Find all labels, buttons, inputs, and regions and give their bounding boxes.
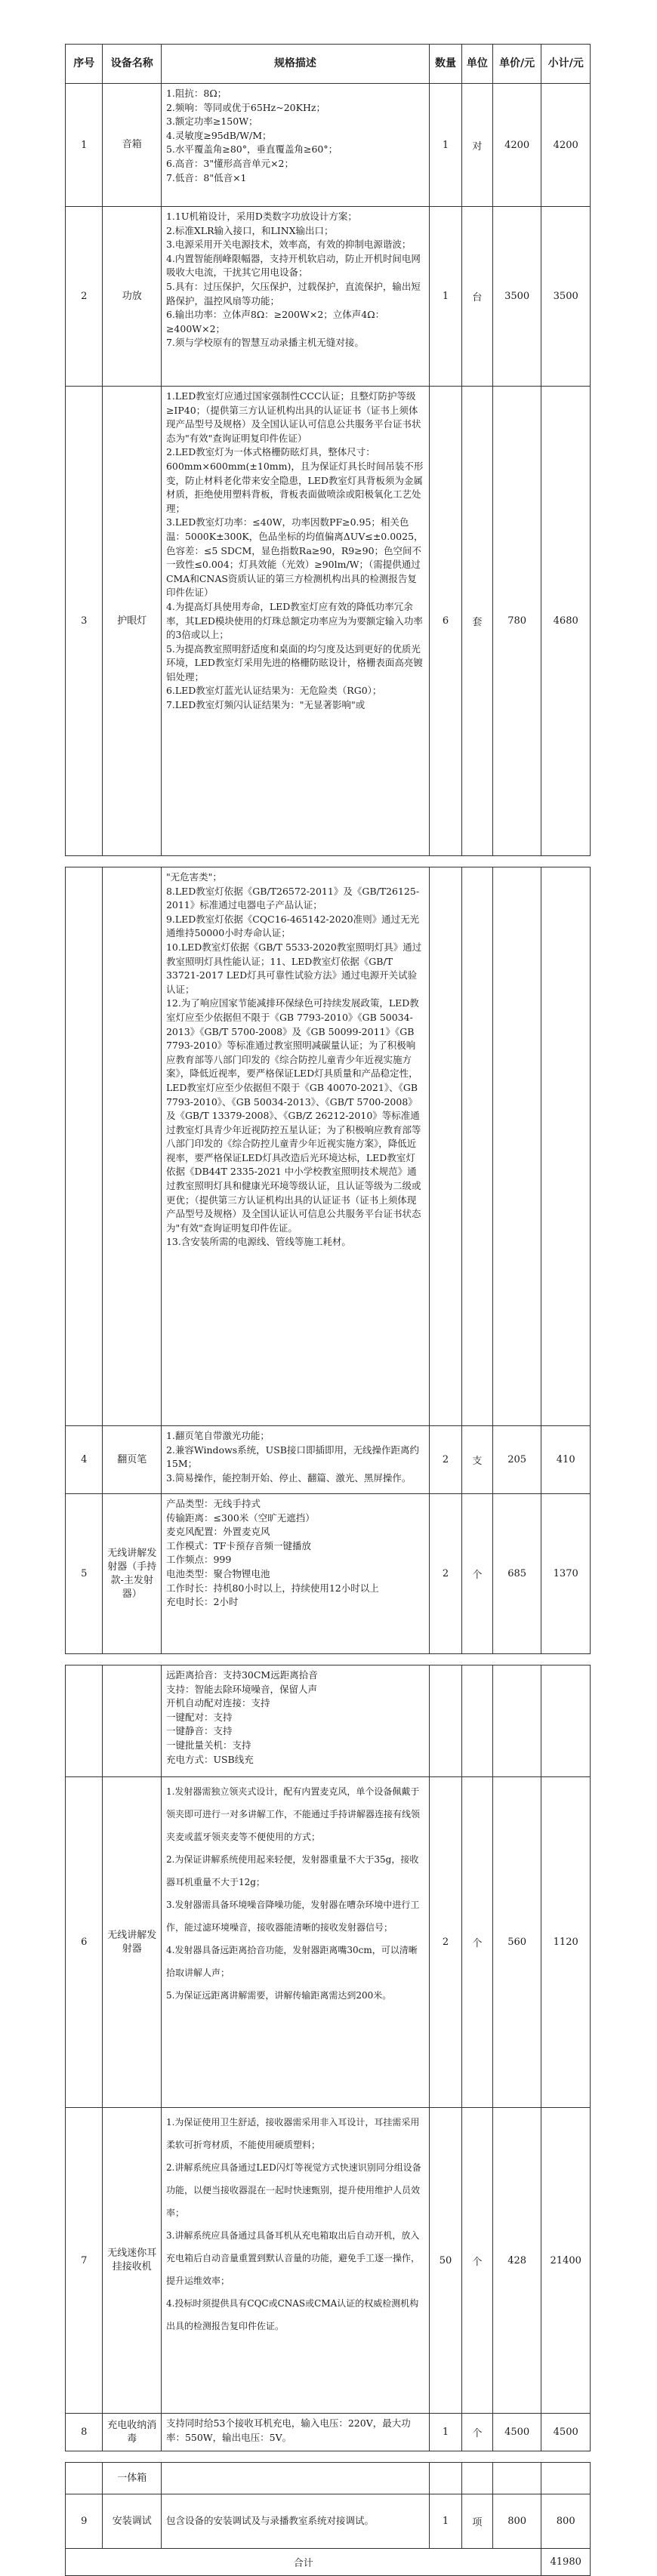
table-row-continuation: [66, 867, 591, 1426]
row-price: 428: [492, 2108, 541, 2414]
spec-line: 包含设备的安装调试及与录播教室系统对接调试。: [165, 2515, 374, 2527]
spec-line: 6.输出功率：立体声8Ω：≥200W×2；立体声4Ω：≥400W×2；: [165, 309, 385, 334]
spec-line: 3.LED教室灯功率：≤40W，功率因数PF≥0.95；相关色温：5000K±300K，色品坐标的均值偏离ΔUV≤±0.0025，色容差：≤5 SDCM，显色指数Ra≥90，R9≥90；色空间不一致性≤0.004；灯具效能（光效）≥90lm/W；（需提供通过CMA和CNAS资质认证的第三方检测机构出具的检测报告复印件佐证）: [165, 516, 424, 599]
spec-line: 2.讲解系统应具备通过LED闪灯等视觉方式快速识别同分组设备功能，以便当接收器混在一起时快速甄别，提升使用维护人员效率；: [165, 2162, 421, 2218]
spec-line: 4.灵敏度≥95dB/W/M；: [165, 129, 272, 141]
header-unit: 单位: [461, 45, 492, 84]
spec-line: 开机自动配对连接：支持: [165, 1697, 270, 1709]
spec-line: 充电时长：2小时: [165, 1596, 239, 1608]
equipment-table-part-3: [65, 1665, 591, 2451]
row-qty: 2: [429, 1494, 461, 1654]
row-subtotal: 1120: [541, 1777, 591, 2108]
table-row: [66, 84, 591, 207]
header-spec: 规格描述: [161, 45, 429, 84]
row-subtotal: 4680: [541, 387, 591, 856]
spec-line: 3.简易操作，能控制开始、停止、翻篇、激光、黑屏操作。: [165, 1471, 412, 1484]
header-price: 单价/元: [492, 45, 541, 84]
spec-line: 4.为提高灯具使用寿命，LED教室灯应有效的降低功率冗余率，其LED模块使用的灯珠总额定功率应为为要额定输入功率的3倍或以上；: [165, 600, 423, 641]
spec-line: 5.为保证远距离讲解需要，讲解传输距离需达到200米。: [165, 1990, 392, 2001]
spec-line: 工作时长：持机80小时以上，持续使用12小时以上: [165, 1582, 379, 1594]
spec-line: "无危害类"；: [165, 871, 222, 883]
row-unit: 个: [461, 1494, 492, 1654]
row-name: 安装调试: [103, 2494, 161, 2549]
spec-line: 充电方式：USB线充: [165, 1753, 254, 1765]
spec-line: 工作频点：999: [165, 1554, 232, 1566]
table-row: [66, 207, 591, 387]
spec-line: 1.为保证使用卫生舒适，接收器需采用非入耳设计，耳挂需采用柔软可折弯材质，不能使用硬质塑料；: [165, 2117, 420, 2150]
spec-line: 一键静音：支持: [165, 1725, 233, 1737]
total-label: 合计: [66, 2549, 541, 2576]
spec-line: 7.须与学校原有的智慧互动录播主机无缝对接。: [165, 337, 364, 349]
row-no: 8: [66, 2414, 103, 2451]
row-price: 4500: [492, 2414, 541, 2451]
row-unit: 个: [461, 2108, 492, 2414]
spec-line: 1.1U机箱设计，采用D类数字功放设计方案；: [165, 211, 357, 222]
row-subtotal: 3500: [541, 207, 591, 387]
table-row: [66, 387, 591, 856]
spec-line: 一键批量关机：支持: [165, 1739, 251, 1751]
row-name: 无线迷你耳挂接收机: [103, 2108, 161, 2414]
row-spec: [161, 1494, 429, 1654]
spec-line: 远距离拾音：支持30CM远距离拾音: [165, 1669, 318, 1681]
row-spec: [161, 207, 429, 387]
equipment-table-part-4: [65, 2462, 591, 2576]
spec-line: 7.LED教室灯频闪认证结果为："无显著影响"或: [165, 699, 366, 711]
spec-line: 工作模式：TF卡预存音频一键播放: [165, 1539, 311, 1551]
spec-line: 1.LED教室灯应通过国家强制性CCC认证；且整灯防护等级≥IP40；（提供第三方认证机构出具的认证证书（证书上须体现产品型号及规格）及全国认证认可信息公共服务平台证书状态为"有效"查询证明复印件佐证）: [165, 390, 421, 444]
row-price: 685: [492, 1494, 541, 1654]
spec-line: 2.频响：等同或优于65Hz~20KHz；: [165, 101, 325, 113]
row-name: 音箱: [103, 84, 161, 207]
row-unit: 个: [461, 2414, 492, 2451]
table-row: [66, 2463, 591, 2494]
row-no: 5: [66, 1494, 103, 1654]
row-no: 1: [66, 84, 103, 207]
row-price: 3500: [492, 207, 541, 387]
spec-line: 5.具有：过压保护，欠压保护，过载保护，直流保护，输出短路保护，温控风扇等功能；: [165, 280, 421, 307]
row-spec: [161, 2494, 429, 2549]
spec-line: 13.含安装所需的电源线、管线等施工耗材。: [165, 1236, 351, 1248]
spec-line: 2.兼容Windows系统，USB接口即插即用，无线操作距离约15M；: [165, 1444, 419, 1470]
equipment-table: [65, 44, 591, 856]
row-name: 一体箱: [103, 2463, 161, 2494]
header-subtotal: 小计/元: [541, 45, 591, 84]
total-value: 41980: [541, 2549, 591, 2576]
row-spec: [161, 387, 429, 856]
row-unit: 套: [461, 387, 492, 856]
spec-line: 3.额定功率≥150W；: [165, 116, 258, 128]
row-qty: 50: [429, 2108, 461, 2414]
table-row: [66, 1426, 591, 1494]
row-no: 4: [66, 1426, 103, 1494]
row-no: 2: [66, 207, 103, 387]
spec-line: 6.LED教室灯蓝光认证结果为：无危险类（RG0）；: [165, 685, 382, 697]
row-subtotal: 1370: [541, 1494, 591, 1654]
row-subtotal: 4200: [541, 84, 591, 207]
spec-line: 7.低音：8"低音×1: [165, 171, 247, 183]
table-row-continuation: [66, 1665, 591, 1777]
spec-line: 10.LED教室灯依据《GB/T 5533-2020教室照明灯具》通过教室照明灯具性能认证；11、LED教室灯依据《GB/T 33721-2017 LED灯具可靠性试验方法》通过电源开关试验认证；: [165, 941, 422, 995]
spec-line: 9.LED教室灯依据《CQC16-465142-2020准则》通过无光通维持50000小时寿命认证；: [165, 913, 420, 939]
spec-line: 2.LED教室灯为一体式格栅防眩灯具，整体尺寸：600mm×600mm(±10mm)，且为保证灯具长时间吊装不形变，防止材料老化带来安全隐患，LED教室灯具背板须为金属材质，拒绝使用塑料背板，背板表面做喷涂或阳极氧化工艺处理；: [165, 446, 424, 514]
row-spec: [161, 2108, 429, 2414]
spec-line: 1.翻页笔自带激光功能；: [165, 1430, 270, 1441]
row-name: 翻页笔: [103, 1426, 161, 1494]
row-qty: 1: [429, 84, 461, 207]
spec-line: 麦克风配置：外置麦克风: [165, 1526, 270, 1538]
row-spec: [161, 84, 429, 207]
row-name: 无线讲解发射器: [103, 1777, 161, 2108]
row-subtotal: 410: [541, 1426, 591, 1494]
table-row: [66, 1494, 591, 1654]
row-name: 护眼灯: [103, 387, 161, 856]
row-qty: 2: [429, 1426, 461, 1494]
row-spec-continuation: [161, 867, 429, 1426]
spec-line: 2.为保证讲解系统使用起来轻便，发射器重量不大于35g，接收器耳机重量不大于12g；: [165, 1854, 419, 1887]
spec-line: 12.为了响应国家节能减排环保绿色可持续发展政策，LED教室灯应至少依据但不限于《GB 7793-2010》《GB 50034-2013》《GB/T 5700-2008》及《GB 50099-2011》《GB 7793-2010》等标准通过教室照明减碳量认证；为了积极响应教育部等八部门印发的《综合防控儿童青少年近视实施方案》，降低近视率，要严格保证LED灯具质量和产品稳定性，LED教室灯应至少依据但不限于《GB 40070-2021》、《GB 7793-2010》、《GB 50034-2013》、《GB/T 5700-2008》及《GB/T 13379-2008》、《GB/Z 26212-2010》等标准通过教室灯具青少年近视防控五星认证；为了积极响应教育部等八部门印发的《综合防控儿童青少年近视实施方案》，降低近视率，要严格保证LED灯具改造后光环境达标，LED教室灯依据《DB44T 2335-2021 中小学校教室照明技术规范》通过教室照明灯具和健康光环境等级认证，且认证等级为二级或更优；（提供第三方认证机构出具的认证证书（证书上须体现产品型号及规格）及全国认证认可信息公共服务平台证书状态为"有效"查询证明复印件佐证。: [165, 997, 421, 1234]
row-price: 205: [492, 1426, 541, 1494]
row-unit: 支: [461, 1426, 492, 1494]
spec-line: 5.为提高教室照明舒适度和桌面的均匀度及达到更好的优质光环境，LED教室灯采用先进的格栅防眩设计，格栅表面高亮镀铝处理；: [165, 642, 423, 683]
spec-line: 3.讲解系统应具备通过具备耳机从充电箱取出后自动开机，放入充电箱后自动音量重置到默认音量的功能，避免手工逐一操作，提升运维效率；: [165, 2230, 420, 2286]
row-unit: 台: [461, 207, 492, 387]
row-no: 6: [66, 1777, 103, 2108]
spec-line: 一键配对：支持: [165, 1711, 233, 1723]
spec-line: 4.内置智能削峰限幅器，支持开机软启动，防止开机时间电网吸收大电流，干扰其它用电设备；: [165, 252, 421, 279]
spec-line: 5.水平覆盖角≥80°，垂直覆盖角≥60°；: [165, 143, 338, 156]
row-subtotal: 21400: [541, 2108, 591, 2414]
row-no: 7: [66, 2108, 103, 2414]
row-name: 充电收纳消毒: [103, 2414, 161, 2451]
spec-line: 4.发射器具备远距离拾音功能，发射器距离嘴30cm，可以清晰拾取讲解人声；: [165, 1945, 418, 1978]
spec-line: 支持：智能去除环境噪音，保留人声: [165, 1683, 317, 1695]
table-row: [66, 1777, 591, 2108]
row-spec: [161, 1426, 429, 1494]
row-spec: [161, 2414, 429, 2451]
row-price: 800: [492, 2494, 541, 2549]
procurement-sheet: [65, 44, 591, 2576]
row-unit: 项: [461, 2494, 492, 2549]
spec-line: 6.高音：3"懂形高音单元×2；: [165, 157, 294, 169]
table-header-row: [66, 45, 591, 84]
spec-line: 3.电源采用开关电源技术，效率高，有效的抑制电源谐波；: [165, 239, 412, 251]
spec-line: 1.阻抗：8Ω；: [165, 88, 227, 99]
row-price: 780: [492, 387, 541, 856]
header-name: 设备名称: [103, 45, 161, 84]
row-unit: 对: [461, 84, 492, 207]
spec-line: 2.标准XLR输入接口，和LINX输出口；: [165, 224, 334, 236]
row-qty: 1: [429, 207, 461, 387]
row-qty: 1: [429, 2494, 461, 2549]
header-no: 序号: [66, 45, 103, 84]
spec-line: 1.发射器需独立领夹式设计，配有内置麦克风，单个设备佩戴于领夹即可进行一对多讲解工作，不能通过手持讲解器连接有线领夹麦或蓝牙领夹麦等不便使用的方式；: [165, 1786, 420, 1842]
equipment-table-continued: [65, 867, 591, 1654]
row-subtotal: 800: [541, 2494, 591, 2549]
row-no: 3: [66, 387, 103, 856]
spec-line: 支持同时给53个接收耳机充电，输入电压：220V，最大功率：550W，输出电压：5V。: [165, 2417, 411, 2443]
row-no: 9: [66, 2494, 103, 2549]
row-spec: [161, 1777, 429, 2108]
row-qty: 6: [429, 387, 461, 856]
header-qty: 数量: [429, 45, 461, 84]
spec-line: 3.发射器需具备环境噪音降噪功能，发射器在嘈杂环境中进行工作，能过滤环境噪音，接收器能清晰的接收发射器信号；: [165, 1900, 420, 1933]
row-subtotal: 4500: [541, 2414, 591, 2451]
row-qty: 1: [429, 2414, 461, 2451]
row-qty: 2: [429, 1777, 461, 2108]
table-row: [66, 2494, 591, 2549]
spec-line: 传输距离：≤300米（空旷无遮挡）: [165, 1511, 315, 1524]
row-unit: 个: [461, 1777, 492, 2108]
table-row: [66, 2108, 591, 2414]
row-spec-continuation: [161, 1665, 429, 1777]
row-name: 无线讲解发射器（手持款-主发射器）: [103, 1494, 161, 1654]
row-price: 560: [492, 1777, 541, 2108]
table-row: [66, 2414, 591, 2451]
spec-line: 电池类型：聚合物锂电池: [165, 1567, 270, 1579]
row-name: 功放: [103, 207, 161, 387]
row-price: 4200: [492, 84, 541, 207]
total-row: [66, 2549, 591, 2576]
spec-line: 产品类型：无线手持式: [165, 1498, 261, 1509]
spec-line: 8.LED教室灯依据《GB/T26572-2011》及《GB/T26125-2011》标准通过电器电子产品认证；: [165, 885, 420, 911]
spec-line: 4.投标时须提供具有CQC或CNAS或CMA认证的权威检测机构出具的检测报告复印件佐证。: [165, 2298, 419, 2331]
